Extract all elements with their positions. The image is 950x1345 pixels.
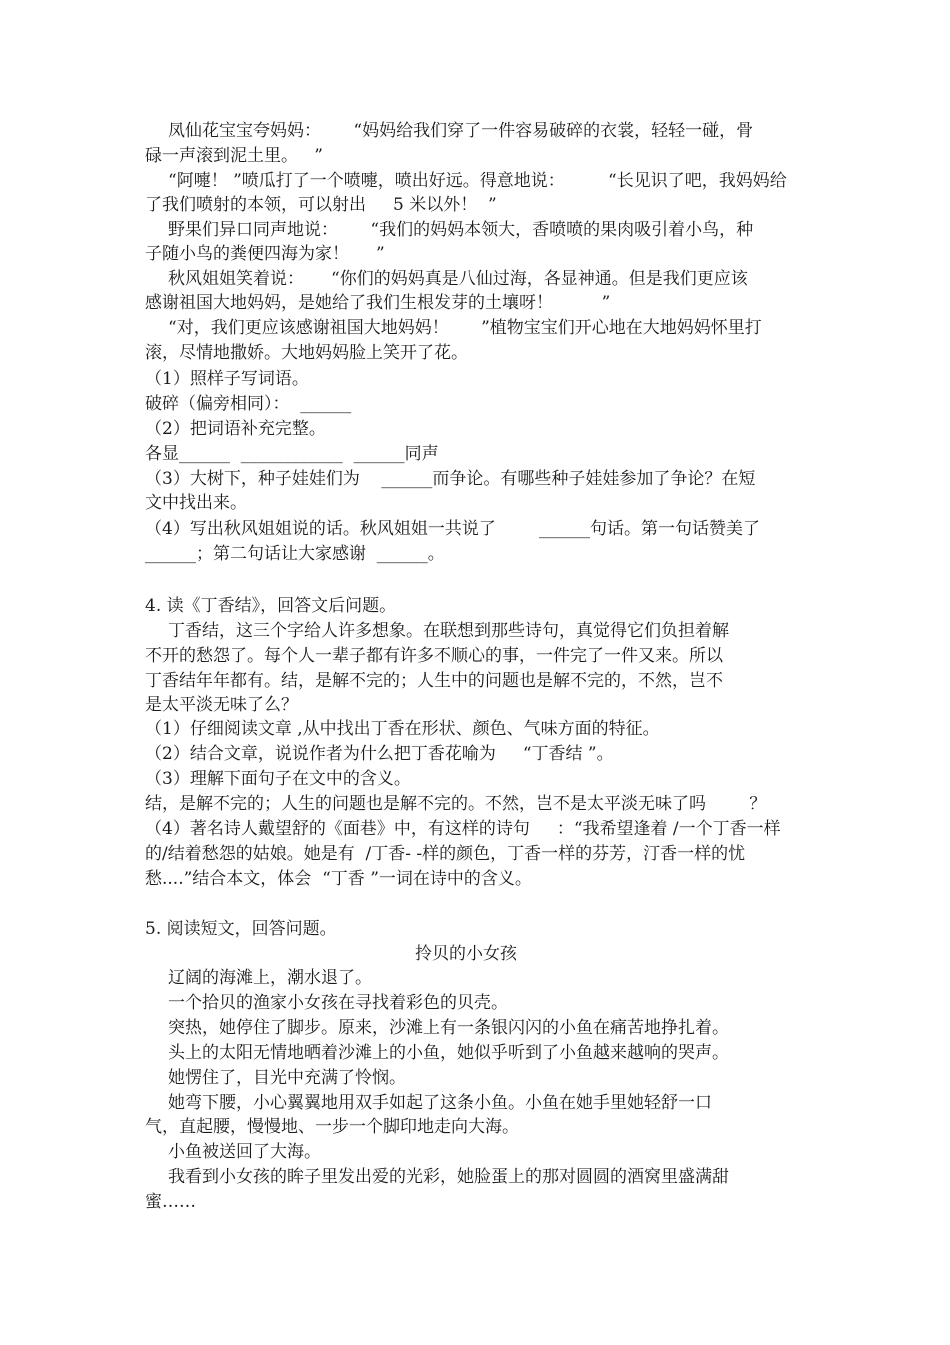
passage5-line: 我看到小女孩的眸子里发出爱的光彩，她脸蛋上的那对圆圆的酒窝里盛满甜 [168,1167,729,1187]
passage3-line: 凤仙花宝宝夸妈妈： “妈妈给我们穿了一件容易破碎的衣裳，轻轻一碰，骨 [168,121,754,141]
question-item: （2）把词语补充完整。 [145,419,326,439]
passage3-line: 了我们喷射的本领，可以射出 5 米以外！ ” [145,195,497,215]
question-item: （1）照样子写词语。 [145,369,309,389]
passage5-line: 蜜…… [145,1192,196,1212]
question-item: 文中找出来。 [145,493,247,513]
passage3-line: “阿嚏！ ”喷瓜打了一个喷嚏，喷出好远。得意地说： “长见识了吧，我妈妈给 [168,171,787,191]
passage5-line: 小鱼被送回了大海。 [168,1142,321,1162]
passage4-line: 丁香结，这三个字给人许多想象。在联想到那些诗句，真觉得它们负担着解 [168,621,729,641]
passage3-line: 野果们异口同声地说： “我们的妈妈本领大，香喷喷的果肉吸引着小鸟，种 [168,220,754,240]
passage5-line: 辽阔的海滩上，潮水退了。 [168,968,372,988]
passage3-line: 秋风姐姐笑着说： “你们的妈妈真是八仙过海，各显神通。但是我们更应该 [168,269,748,289]
question-heading: 4. 读《丁香结》，回答文后问题。 [145,596,397,616]
passage3-line: 碌一声滚到泥土里。 ” [145,146,323,166]
question-item: （1）仔细阅读文章 ,从中找出丁香在形状、颜色、气味方面的特征。 [145,719,660,739]
question-item: 愁....”结合本文，体会 “丁香 ”一词在诗中的含义。 [145,869,532,889]
question-item: （4）著名诗人戴望舒的《面巷》中，有这样的诗句 ：“我希望逢着 /一个丁香一样 [145,819,781,839]
question-item: 各显______ ____________ ______同声 [145,444,439,464]
passage5-line: 她愣住了，目光中充满了怜悯。 [168,1068,406,1088]
question-item: 结，是解不完的；人生的问题也是解不完的。不然，岂不是太平淡无味了吗 ？ [145,794,767,814]
question-item: 的/结着愁怨的姑娘。她是有 /丁香- -样的颜色，丁香一样的芬芳，汀香一样的忧 [145,844,746,864]
passage3-line: 滚，尽情地撒娇。大地妈妈脸上笑开了花。 [145,343,468,363]
question-item: 破碎（偏旁相同）： ______ [145,394,352,414]
question-item: （3）理解下面句子在文中的含义。 [145,769,411,789]
passage4-line: 丁香结年年都有。结，是解不完的；人生中的问题也是解不完的，不然，岂不 [145,671,723,691]
passage5-line: 头上的太阳无情地晒着沙滩上的小鱼，她似乎听到了小鱼越来越响的哭声。 [168,1043,729,1063]
question-heading: 5. 阅读短文，回答问题。 [145,919,337,939]
question-item: （3）大树下，种子娃娃们为 ______而争论。有哪些种子娃娃参加了争论？在短 [145,469,756,489]
passage5-line: 突热，她停住了脚步。原来，沙滩上有一条银闪闪的小鱼在痛苦地挣扎着。 [168,1018,729,1038]
passage5-line: 一个拾贝的渔家小女孩在寻找着彩色的贝壳。 [168,993,508,1013]
passage3-line: “对，我们更应该感谢祖国大地妈妈！ ”植物宝宝们开心地在大地妈妈怀里打 [168,318,762,338]
passage4-line: 是太平淡无味了么？ [145,695,298,715]
story-title: 拎贝的小女孩 [415,944,517,964]
passage5-line: 气，直起腰，慢慢地、一步一个脚印地走向大海。 [145,1117,519,1137]
question-item: ______；第二句话让大家感谢 ______。 [145,544,445,564]
passage5-line: 她弯下腰，小心翼翼地用双手如起了这条小鱼。小鱼在她手里她轻舒一口 [168,1093,712,1113]
question-item: （2）结合文章，说说作者为什么把丁香花喻为 “丁香结 ”。 [145,744,614,764]
question-item: （4）写出秋风姐姐说的话。秋风姐姐一共说了 ______句话。第一句话赞美了 [145,519,761,539]
passage4-line: 不开的愁怨了。每个人一辈子都有许多不顺心的事，一件完了一件又来。所以 [145,646,723,666]
passage3-line: 子随小鸟的粪便四海为家！ ” [145,244,385,264]
passage3-line: 感谢祖国大地妈妈，是她给了我们生根发芽的土壤呀！ ” [145,293,611,313]
